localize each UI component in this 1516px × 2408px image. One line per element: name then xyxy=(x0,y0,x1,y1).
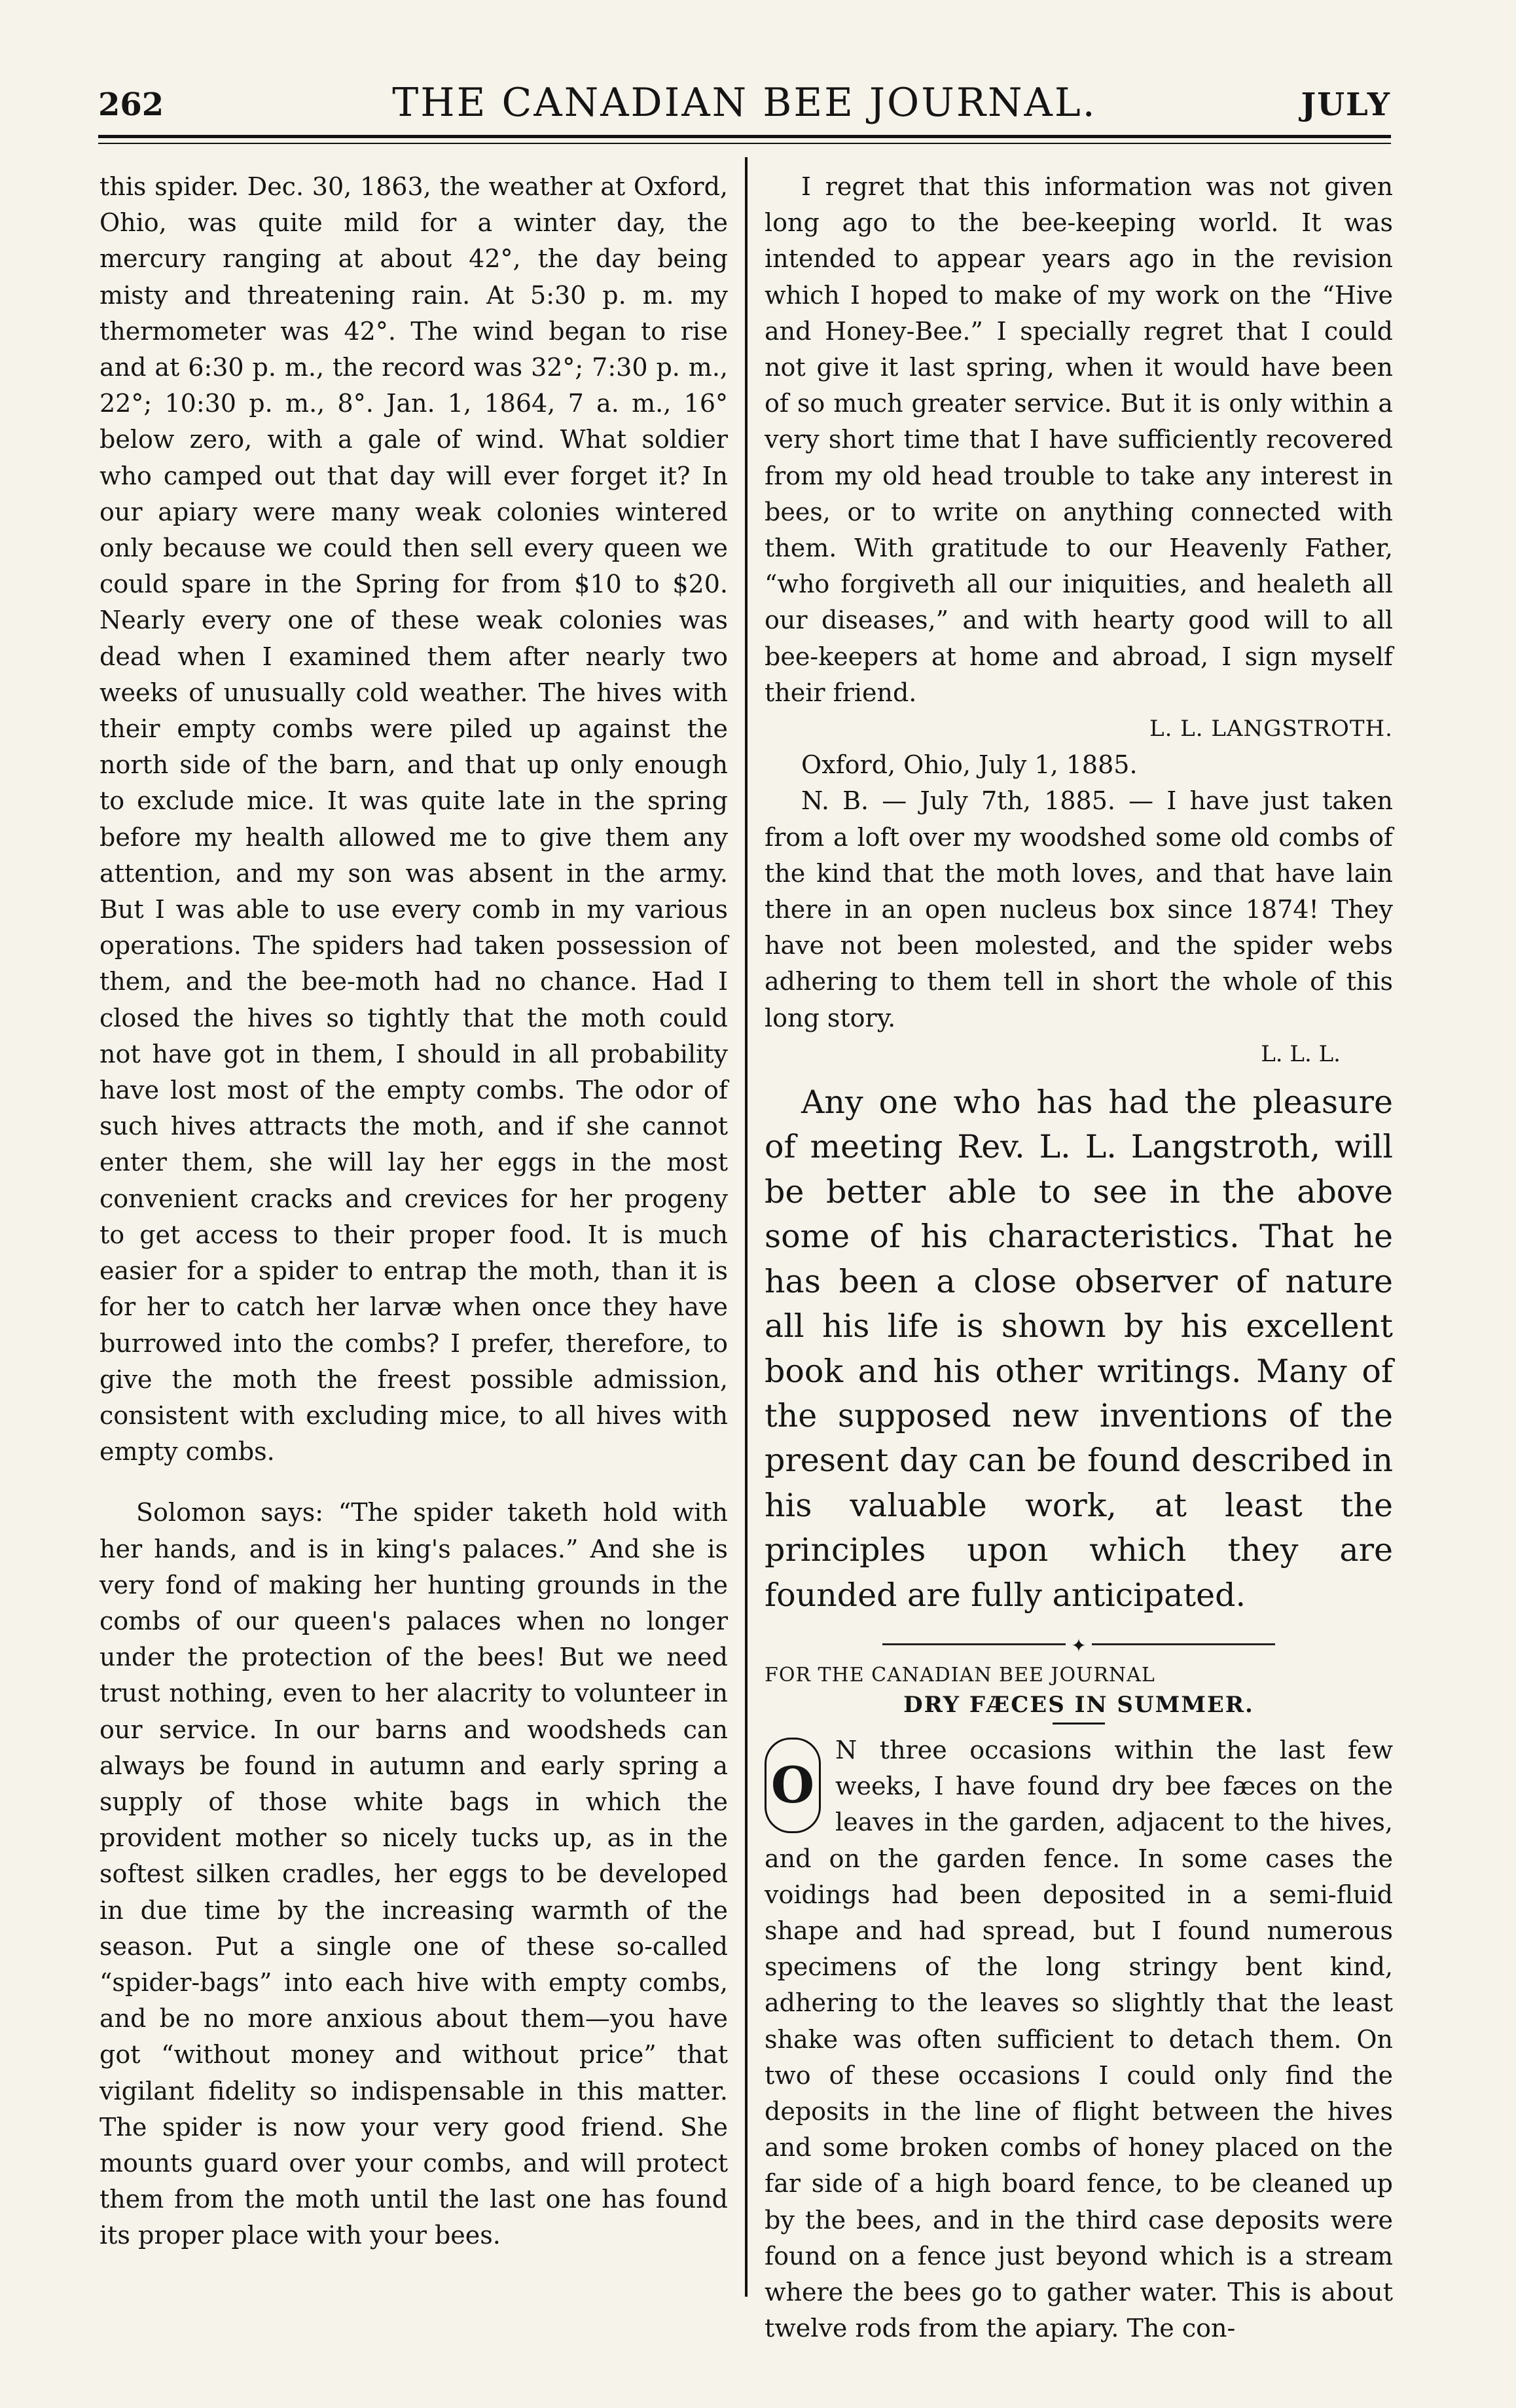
signature-langstroth xyxy=(765,711,1393,747)
signature-initials: L. L. L. xyxy=(1261,1040,1341,1067)
header-rule xyxy=(98,135,1391,138)
drop-cap-frame xyxy=(765,1738,825,1836)
column-divider xyxy=(745,157,748,2297)
right-paragraph-1: I regret that this information was not given long ago to the bee-keeping world. It was intended to appear years ago in the revision which I hoped to make of my work on the “Hive and Honey-Bee.” I specially regret that I could not give it last spring, when it would have been of so much greater service. But it is only within a very short time that I have sufficiently recovered from my old head trouble to take any interest in bees, or to write on anything connected with them. With gratitude to our Heavenly Father, “who forgiveth all our iniquities, and healeth all our diseases,” and with hearty good will to all bee-keepers at home and abroad, I sign myself their friend. xyxy=(765,172,1393,707)
page-number: 262 xyxy=(98,86,164,123)
dateline: Oxford, Ohio, July 1, 1885. xyxy=(801,750,1138,780)
drop-cap-letter: O xyxy=(765,1738,821,1833)
left-column xyxy=(99,169,728,2254)
header-rule-thin xyxy=(98,143,1391,144)
editorial-note: Any one who has had the pleasure of meeting Rev. L. L. Langstroth, will be better able to see in the above some of his characteristics. That he has been a close observer of nature all his life is shown by his excellent book and his other writings. Many of the supposed new inventions of the present day can be found described in his valuable work, at least the principles upon which they are founded are fully anticipated. xyxy=(765,1084,1393,1614)
signature-text: L. L. LANGSTROTH. xyxy=(1149,716,1393,742)
left-paragraph-2: Solomon says: “The spider taketh hold with her hands, and is in king's palaces.” And she is very fond of making her hunting grounds in the combs of our queen's palaces when no longer under the protection of the bees! But we need trust nothing, even to her alacrity to volunteer in our service. In our barns and woodsheds can always be found in autumn and early spring a supply of those white bags in which the provident mother so nicely tucks up, as in the softest silken cradles, her eggs to be developed in due time by the increasing warmth of the season. Put a single one of these so-called “spider-bags” into each hive with empty combs, and be no more anxious about them—you have got “without money and without price” that vigilant fidelity so indispensable in this matter. The spider is now your very good friend. She mounts guard over your combs, and will protect them from the moth until the last one has found its proper place with your bees. xyxy=(99,1498,728,2250)
journal-title: THE CANADIAN BEE JOURNAL. xyxy=(392,80,1097,126)
issue-month: JULY xyxy=(1301,86,1391,123)
right-column xyxy=(765,169,1393,2346)
page-header xyxy=(98,77,1391,136)
article-body: N three occasions within the last few weeks, I have found dry bee fæces on the leaves in the garden, adjacent to the hives, and on the garden fence. In some cases the voidings had been deposited in a semi-fluid shape and had spread, but I found numerous specimens of the long stringy bent kind, adhering to the leaves so slightly that the least shake was often sufficient to detach them. On two of these occasions I could only find the deposits in the line of flight between the hives and some broken combs of honey placed on the far side of a high board fence, to be cleaned up by the bees, and in the third case deposits were found on a fence just beyond which is a stream where the bees go to gather water. This is about twelve rods from the apiary. The con- xyxy=(765,1735,1393,2343)
article-source-line: FOR THE CANADIAN BEE JOURNAL xyxy=(765,1663,1155,1687)
left-paragraph-1: this spider. Dec. 30, 1863, the weather at Oxford, Ohio, was quite mild for a winter day, the mercury ranging at about 42°, the day being misty and threatening rain. At 5:30 p. m. my thermometer was 42°. The wind began to rise and at 6:30 p. m., the record was 32°; 7:30 p. m., 22°; 10:30 p. m., 8°. Jan. 1, 1864, 7 a. m., 16° below zero, with a gale of wind. What soldier who camped out that day will ever forget it? In our apiary were many weak colonies wintered only because we could then sell every queen we could spare in the Spring for from $10 to $20. Nearly every one of these weak colonies was dead when I examined them after nearly two weeks of unusually cold weather. The hives with their empty combs were piled up against the north side of the barn, and that up only enough to exclude mice. It was quite late in the spring before my health allowed me to give them any attention, and my son was absent in the army. But I was able to use every comb in my various operations. The spiders had taken possession of them, and the bee-moth had no chance. Had I closed the hives so tightly that the moth could not have got in them, I should in all probability have lost most of the empty combs. The odor of such hives attracts the moth, and if she cannot enter them, she will lay her eggs in the most convenient cracks and crevices for her progeny to get access to their proper food. It is much easier for a spider to entrap the moth, than it is for her to catch her larvæ when once they have burrowed into the combs? I prefer, therefore, to give the moth the freest possible admission, consistent with excluding mice, to all hives with empty combs. xyxy=(99,172,728,1467)
section-ornament xyxy=(765,1635,1393,1654)
postscript: N. B. — July 7th, 1885. — I have just taken from a loft over my woodshed some old combs of the kind that the moth loves, and that have lain there in an open nucleus box since 1874! They have not been molested, and the spider webs adhering to them tell in short the whole of this long story. xyxy=(765,786,1393,1032)
ornament-glyph: ✦ xyxy=(1066,1635,1091,1656)
article-title: DRY FÆCES IN SUMMER. xyxy=(903,1691,1254,1718)
title-rule xyxy=(1053,1723,1105,1724)
